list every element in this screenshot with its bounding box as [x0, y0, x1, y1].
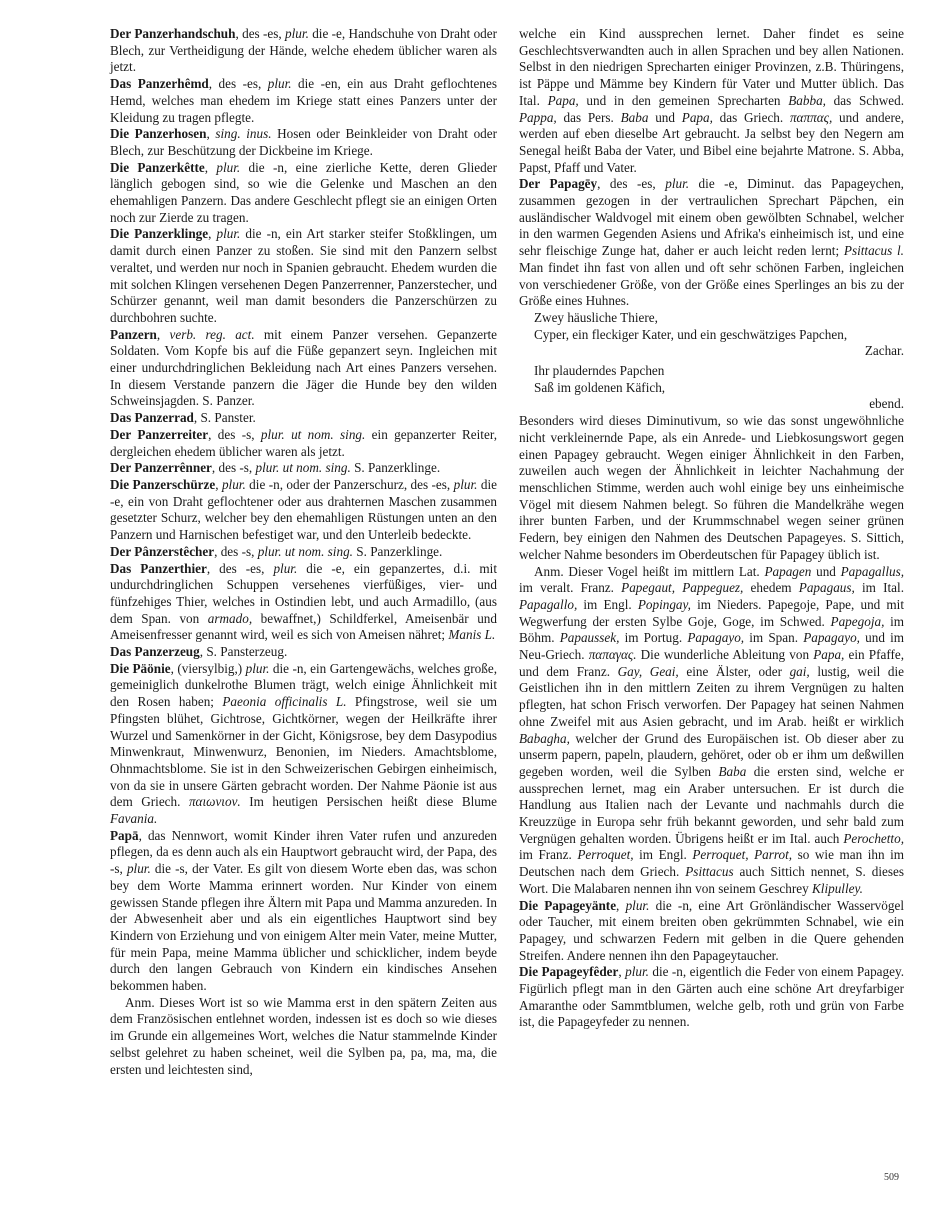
entry-papageyaente: Die Papageyänte, plur. die -n, eine Art Grönländischer Wasservögel oder Taucher, mit einem breiten oben gekrümmten Schnabel, wie ein Papagey, und schwarzen Federn mit gelben in die Quere gehenden Streifen. Andere nennen ihn den Papageytaucher.: [519, 897, 904, 963]
entry-panzerhandschuh: Der Panzerhandschuh, des -es, plur. die -e, Handschuhe von Draht oder Blech, zur Vertheidigung der Hände, welche ehedem üblicher waren als jetzt.: [110, 26, 497, 75]
entry-papa: Papā, das Nennwort, womit Kinder ihren Vater rufen und anzureden pflegen, da es denn auch als ein Hauptwort gebraucht wird, der Papa, des -s, plur. die -s, der Vater. Es gilt von diesem Worte eben das, was schon bey dem Worte Mamma erinnert worden. Nur Kinder von einem gewissen Stande pflegen ihre Ältern mit Papa und Mamma anzureden. In der Abwesenheit aber und als ein eigentliches Hauptwort sind bey Kindern von Erziehung und von einigem Alter mein Vater, meine Mutter, für mein Papa, meine Mamma üblicher und schicklicher, indem beyde durch den langen Gebrauch von Kindern ein kindisches Ansehen bekommen haben.: [110, 827, 497, 994]
verse-line: Cyper, ein fleckiger Kater, und ein geschwätziges Papchen,: [534, 326, 848, 342]
verse-line: Zwey häusliche Thiere,: [534, 309, 658, 325]
verse-attribution: Zachar.: [864, 343, 904, 359]
verse-line: Ihr plauderndes Papchen: [534, 363, 665, 379]
entry-panzerhemd: Das Panzerhêmd, des -es, plur. die -en, ein aus Draht geflochtenes Hemd, welches man ehedem im Kriege statt eines Panzers unter der Kleidung zu tragen pflegte.: [110, 76, 497, 125]
entry-panzerzeug: Das Panzerzeug, S. Pansterzeug.: [110, 644, 288, 660]
page-number: 509: [884, 1172, 899, 1183]
note-papagey-anm: Anm. Dieser Vogel heißt im mittlern Lat. Papagen und Papagallus, im veralt. Franz. Papegaut, Pappeguez, ehedem Papagaus, im Ital. Papagallo, im Engl. Popingay, im Nieders. Papegoje, Pape, und mit Wegwerfung der ersten Sylbe Goje, Goge, im Schwed. Papegoja, im Böhm. Papaussek, im Portug. Papagayo, im Span. Papagayo, und im Neu-Griech. παπαγας. Die wunderliche Ableitung von Papa, ein Pfaffe, und dem Franz. Gay, Geai, eine Älster, oder gai, lustig, weil die Geistlichen ihn in den mittlern Zeiten zu ihrem Vergnügen zu halten pflegten, hat schon Frisch verworfen. Der Papagey hat seinen Nahmen ohne Zweifel mit aus Asien gebracht, und im Arab. heißt er wirklich Babagha, welcher der Grund des Europäischen ist. Ob dieser aber zu unserm papern, papeln, plaudern, gehöret, oder ob er ihm um deßwillen gegeben worden, weil die Sylben Baba die ersten sind, welche er aussprechen lernet, mag ein Araber untersuchen. Er ist durch die Handlung aus Italien nach der Levante und nachmahls durch die Kreuzzüge in Europa sehr früh bekannt geworden, und sehr bald zum Vergnügen gehalten worden. Übrigens heißt er im Ital. auch Perochetto, im Franz. Perroquet, im Engl. Perroquet, Parrot, so wie man ihn im Deutschen nach dem Griech. Psittacus auch Sittich nennet, S. dieses Wort. Die Malabaren nennen ihn von seinem Geschrey Klipulley.: [519, 563, 905, 896]
entry-panzerschuerze: Die Panzerschürze, plur. die -n, oder der Panzerschurz, des -es, plur. die -e, ein von Draht geflochtener oder aus drahternen Maschen zusammen gesetzter Schurz, welcher bey den ehemahligen Rüstungen unten an den Panzern und Harnischen befestiget war, und den Unterleib bedeckte.: [110, 476, 497, 543]
entry-panzerstecher: Der Pânzerstêcher, des -s, plur. ut nom. sing. S. Panzerklinge.: [110, 543, 443, 559]
entry-papagey: Der Papagēy, des -es, plur. die -e, Diminut. das Papageychen, zusammen gezogen in der vertraulichen Sprechart Päpchen, ein ausländischer Waldvogel mit einem oben gewölbten Schnabel, welcher in den warmen Gegenden Asiens und Afrika's einheimisch ist, und eine sehr fleischige Zunge hat, daher er auch leicht reden lernt; Psittacus l. Man findet ihn fast von allen und oft sehr schönen Farben, ingleichen von verschiedener Größe, von der Größe eines Sperlinges an bis zu der Größe eines Huhnes.: [519, 176, 904, 309]
papa-continuation: welche ein Kind aussprechen lernet. Daher findet es seine Geschlechtsverwandten auch in allen Sprachen und bey allen Nationen. Selbst in den niedrigen Sprecharten einiger Provinzen, z.B. Thüringens, ist Päppe und Mämme bey Kindern für Vater und Mutter üblich. Das Ital. Papa, und in den gemeinen Sprecharten Babba, das Schwed. Pappa, das Pers. Baba und Papa, das Griech. παππας, und andere, werden auf eben dieselbe Art gebraucht. Ja selbst bey den Negern am Senegal heißt Baba der Vater, und Bibel eine bejahrte Matrone. S. Abba, Papst, Pfaff und Vater.: [519, 26, 905, 175]
right-column: [519, 26, 904, 1031]
entry-panzerreiter: Der Panzerreiter, des -s, plur. ut nom. sing. ein gepanzerter Reiter, dergleichen ehedem üblicher waren als jetzt.: [110, 426, 497, 459]
entry-panzerkette: Die Panzerkêtte, plur. die -n, eine zierliche Kette, deren Glieder länglich gebogen sind, so wie die Gelenke und Maschen an den ehemahligen Panzern. Das andere Geschlecht pflegt sie an einigen Orten noch zur Zierde zu tragen.: [110, 159, 497, 225]
left-column: [110, 26, 497, 1078]
verse-attribution: ebend.: [869, 396, 904, 412]
verse-line: Saß im goldenen Käfich,: [534, 379, 666, 395]
entry-panzerklinge: Die Panzerklinge, plur. die -n, ein Art starker steifer Stoßklingen, um damit durch einen Panzer zu stoßen. Sie sind mit den Panzern selbst veraltet, und werden nur noch in Spanien gebraucht. Ehedem wurden die mit solchen Klingen versehenen Degen Panzerrenner, Panzerstecher, und Schürzer genannt, weil man damit besonders die Panzerschürzen zu durchbohren suchte.: [110, 226, 497, 325]
entry-panzerhosen: Die Panzerhosen, sing. inus. Hosen oder Beinkleider von Draht oder Blech, zur Beschützung der Dickbeine im Kriege.: [110, 126, 498, 158]
entry-panzerrad: Das Panzerrad, S. Panster.: [110, 410, 256, 426]
papagey-continuation: Besonders wird dieses Diminutivum, so wie das sonst ungewöhnliche nicht verkleinernde Pape, als ein Anrede- und Liebkosungswort gegen einen Papagey gebraucht. Wegen einiger Ähnlichkeit in den Farben, zuweilen auch wegen der Ähnlichkeit in leichter Nachahmung der menschlichen Stimme, werden auch wohl einige bey uns einheimische Vögel mit diesem Nahmen belegt. So führen die Mandelkrähe wegen ihrer bunten Farben, und der Krummschnabel wegen seiner grünen Federn, bey einigen den Nahmen des Deutschen Papageyes. S. Sittich, welcher Nahme besonders im Oberdeutschen für Papagey üblich ist.: [519, 413, 904, 562]
entry-panzern: Panzern, verb. reg. act. mit einem Panzer versehen. Gepanzerte Soldaten. Vom Kopfe bis auf die Füße gepanzert seyn. Ingleichen mit einer undurchdringlichen Bekleidung nach Art eines Panzers versehen. In diesem Verstande panzern die Jäger die Hunde bey den wilden Schweinsjagden. S. Panzer.: [110, 326, 497, 409]
entry-paeonie: Die Päönie, (viersylbig,) plur. die -n, ein Gartengewächs, welches große, gemeiniglich dunkelrothe Blumen trägt, welch einige Ähnlichkeit mit den Rosen haben; Paeonia officinalis L. Pfingstrose, weil sie um Pfingsten blühet, Gichtrose, Gichtkörner, wegen der Heilkräfte ihrer Wurzel und Samenkörner in der Gicht, Königsrose, bey dem Dasypodius Minwenkraut, Minwenwurz, Benonien, im Nieders. Amachtsblome, Ohnmachtsblome. Sie ist in den Schweizerischen Gebirgen einheimisch, von da sie in unsere Gärten gebracht worden. Der Nahme Päonie ist aus dem Griech. παιωνιον. Im heutigen Persischen heißt diese Blume Favania.: [110, 660, 497, 827]
entry-papageyfeder: Die Papageyfêder, plur. die -n, eigentlich die Feder von einem Papagey. Figürlich pflegt man in den Gärten auch eine schöne Art dreyfarbiger Amaranthe oder Sammtblumen, welche gelb, roth und grün von Farbe ist, die Papageyfeder zu nennen.: [519, 964, 904, 1030]
entry-panzerthier: Das Panzerthier, des -es, plur. die -e, ein gepanzertes, d.i. mit undurchdringlichen Schuppen versehenes vierfüßiges, vier- und fünfzehiges Thier, welches in Ostindien lebt, und auch Armadillo, (aus dem Span. von armado, bewaffnet,) Schildferkel, Ameisenbär und Ameisenfresser genannt wird, weil es sich von Ameisen nähret; Manis L.: [110, 560, 497, 643]
note-papa-anm: Anm. Dieses Wort ist so wie Mamma erst in den spätern Zeiten aus dem Französischen entlehnet worden, indessen ist es doch so wie dieses im Grunde ein allgemeines Wort, welches die Natur stammelnde Kinder selbst gelehret zu haben scheinet, weil die Sylben pa, pa, ma, ma, die ersten und leichtesten sind,: [110, 994, 497, 1077]
entry-panzerrenner: Der Panzerrênner, des -s, plur. ut nom. sing. S. Panzerklinge.: [110, 460, 441, 476]
